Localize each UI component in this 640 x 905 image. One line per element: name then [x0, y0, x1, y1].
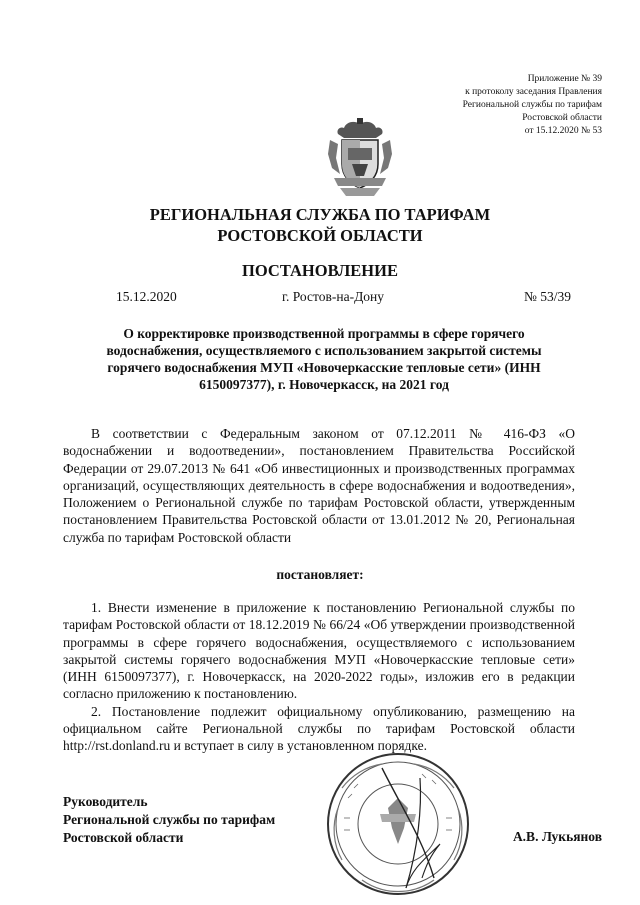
appendix-line: Приложение № 39 — [527, 74, 602, 84]
preamble-paragraph: В соответствии с Федеральным законом от 07.12.2011 № 416-ФЗ «О водоснабжении и водоотведении», постановлением Правительства Российской Федерации от 29.07.2013 № 641 «Об инвестиционных и производственных программах организаций, осуществляющих деятельность в сфере водоснабжения и водоотведения», Положением о Региональной службе по тарифам Ростовской области, утвержденным постановлением Правительства Ростовской области от 13.01.2012 № 20, Региональная служба по тарифам Ростовской области — [63, 426, 575, 545]
preamble — [63, 425, 575, 546]
signatory-position — [63, 793, 275, 847]
organization-name — [0, 204, 640, 246]
coat-of-arms-icon — [324, 118, 396, 198]
appendix-line: от 15.12.2020 № 53 — [524, 126, 602, 136]
signatory-name: А.В. Лукьянов — [512, 829, 602, 844]
document-place: г. Ростов-на-Дону — [282, 289, 385, 304]
appendix-line: Ростовской области — [522, 113, 602, 123]
decree-item: 1. Внести изменение в приложение к постановлению Региональной службы по тарифам Ростовской области от 18.12.2019 № 66/24 «Об утверждении производственной программы в сфере горячего водоснабжения, осуществляемого с использованием закрытой системы горячего водоснабжения МУП «Новочеркасские тепловые сети» (ИНН 6150097377), г. Новочеркасск, на 2020-2022 годы», изложив его в редакции согласно приложению к постановлению. — [63, 600, 575, 702]
document-subject: О корректировке производственной программы в сфере горячего водоснабжения, осуществляемого с использованием закрытой системы горячего водоснабжения МУП «Новочеркасские тепловые сети» (ИНН 6150097377), г. Новочеркасск, на 2021 год — [106, 326, 542, 392]
decree-item: 2. Постановление подлежит официальному опубликованию, размещению на официальном сайте Региональной службы по тарифам Ростовской области http://rst.donland.ru и вступает в силу в установленном порядке. — [63, 703, 575, 754]
official-seal-icon — [322, 748, 474, 900]
decree-word: постановляет: — [276, 567, 364, 582]
appendix-line: Региональной службы по тарифам — [462, 100, 602, 110]
position-line: Руководитель — [63, 794, 148, 809]
organization-line: РОСТОВСКОЙ ОБЛАСТИ — [217, 226, 423, 245]
position-line: Региональной службы по тарифам — [63, 812, 276, 827]
document-type: ПОСТАНОВЛЕНИЕ — [242, 261, 398, 280]
position-line: Ростовской области — [63, 830, 184, 845]
document-number: № 53/39 — [523, 289, 571, 304]
organization-line: РЕГИОНАЛЬНАЯ СЛУЖБА ПО ТАРИФАМ — [149, 205, 491, 224]
appendix-line: к протоколу заседания Правления — [465, 87, 602, 97]
document-meta — [116, 289, 571, 307]
decree-items — [63, 599, 575, 755]
document-date: 15.12.2020 — [116, 289, 177, 304]
